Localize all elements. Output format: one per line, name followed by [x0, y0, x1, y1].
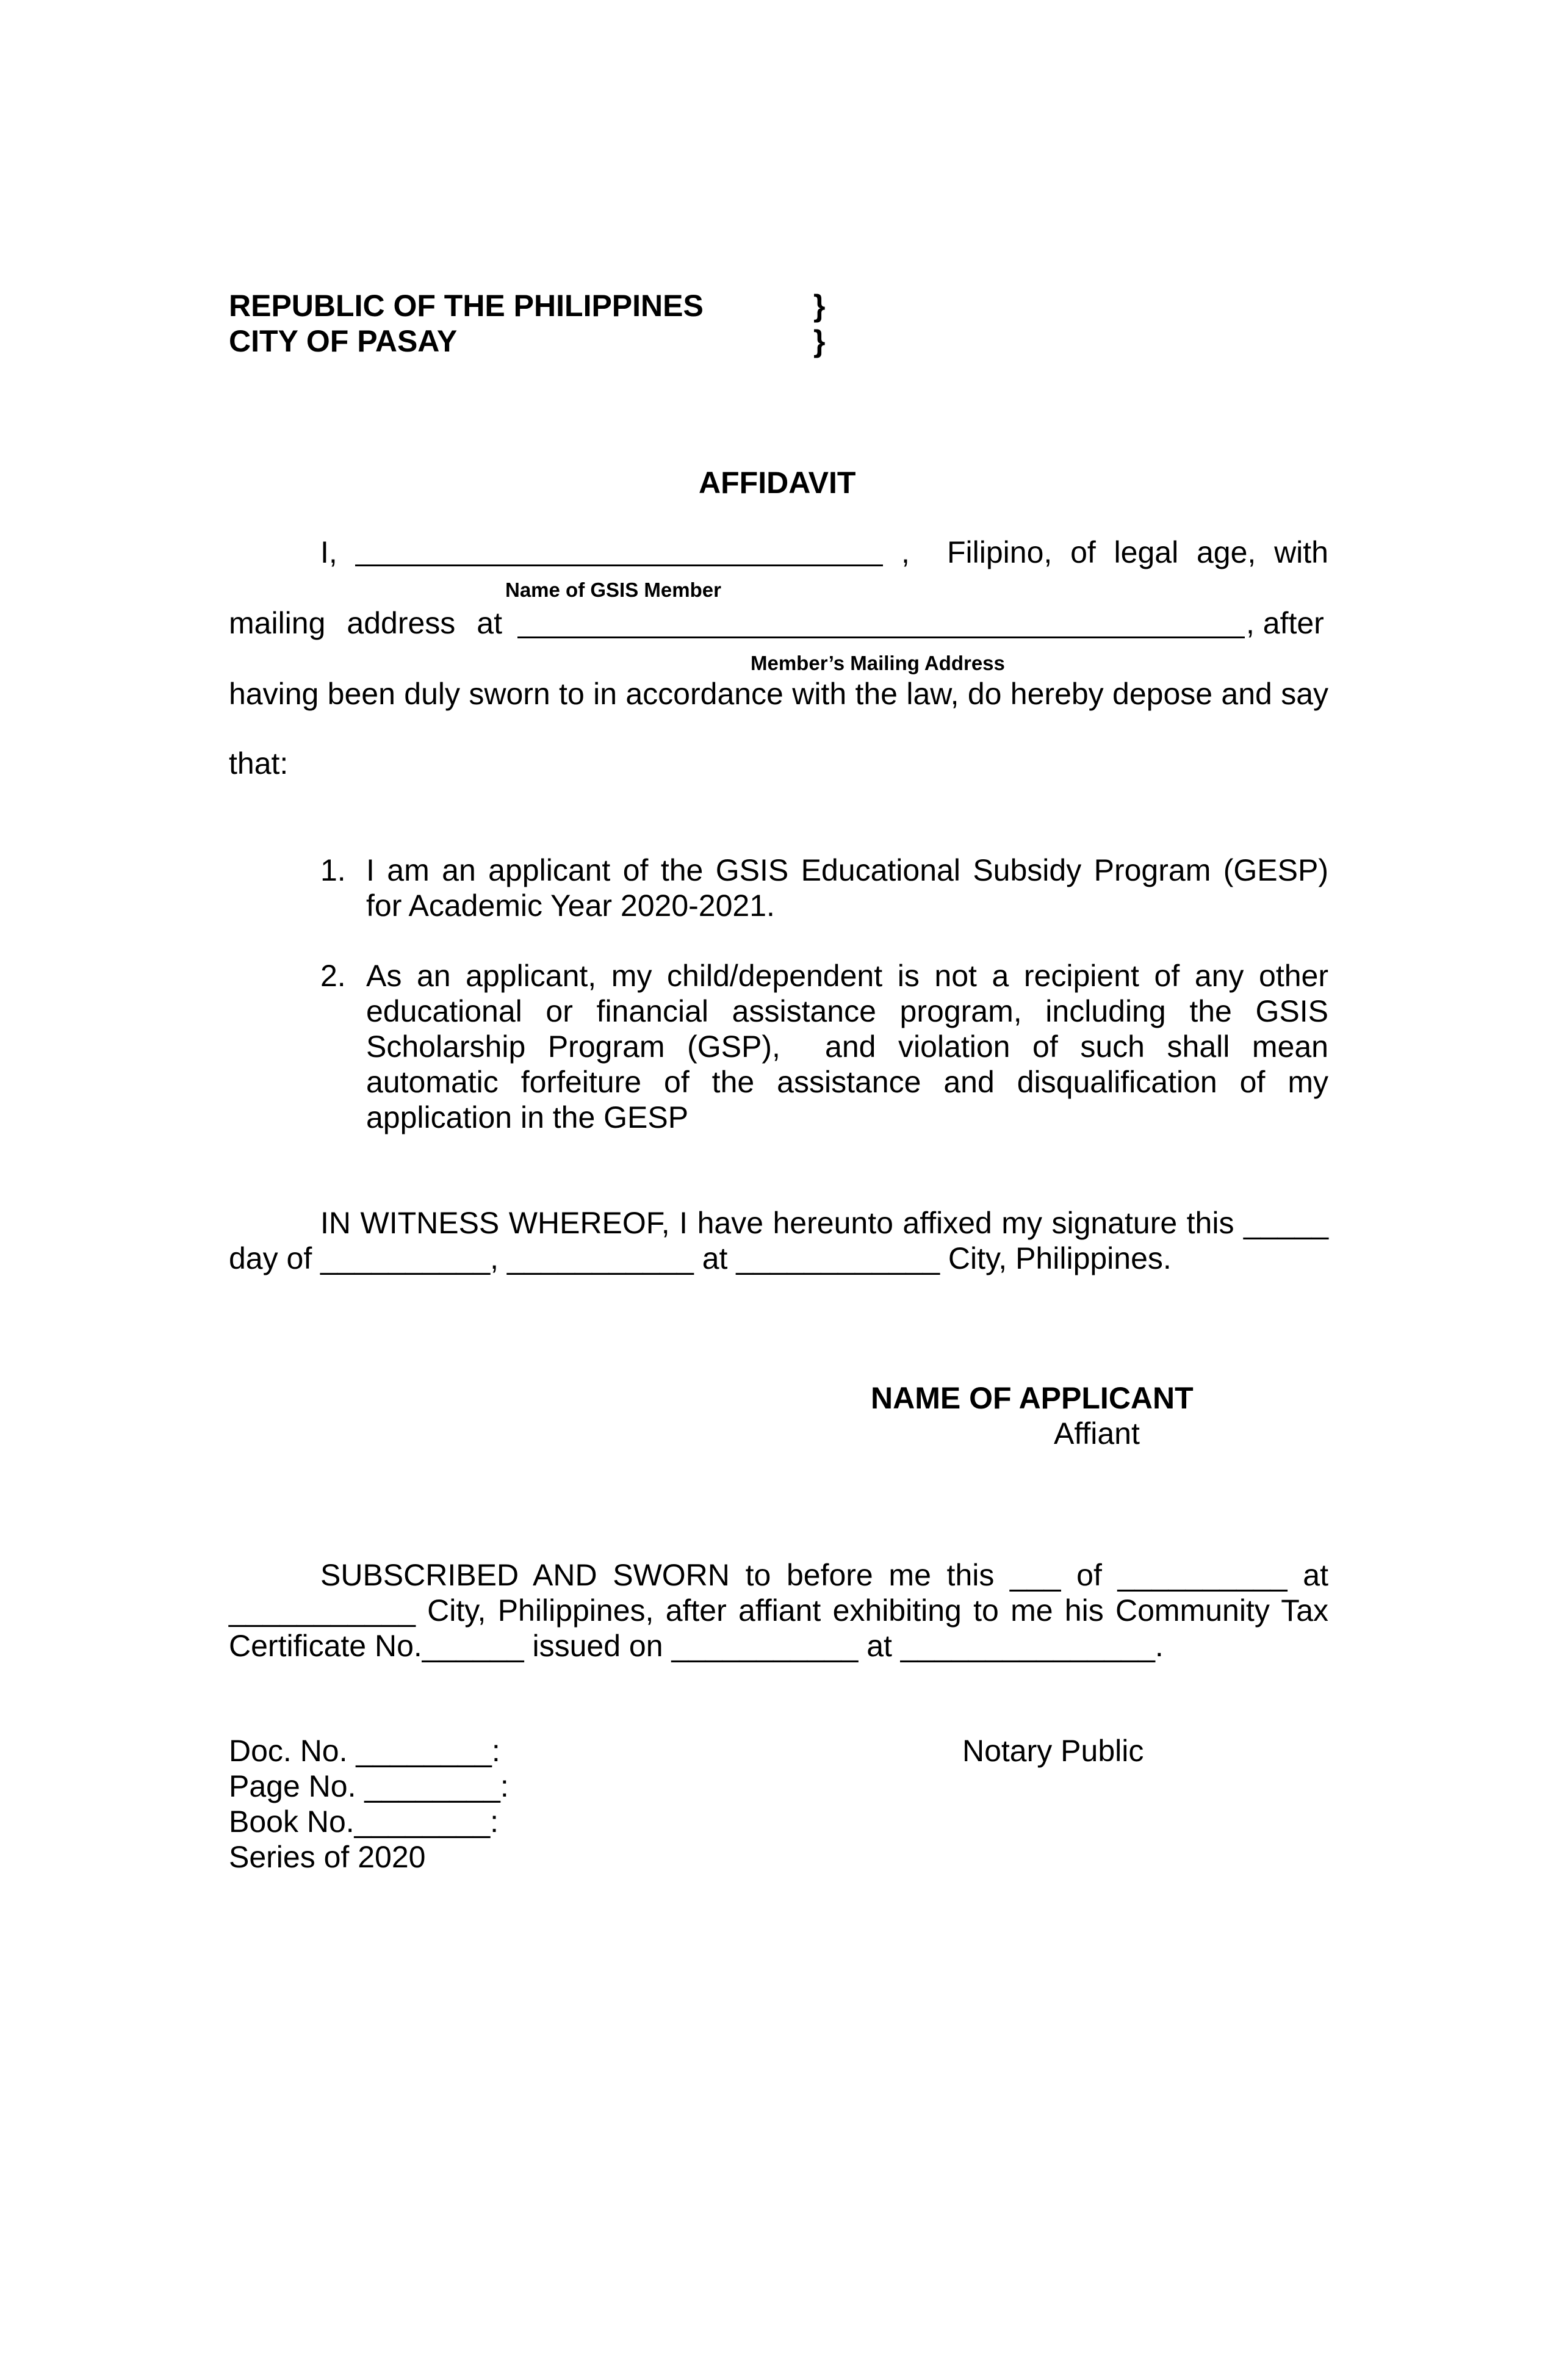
name-of-gsis-member-label: Name of GSIS Member: [505, 579, 721, 601]
brace-2: }: [813, 324, 826, 358]
intro-after: , after: [1246, 606, 1324, 640]
item-2-number: 2.: [320, 959, 346, 993]
intro-i: I,: [320, 535, 337, 569]
item-2-line-1: As an applicant, my child/dependent is not a recipient of any other: [366, 959, 1328, 993]
mailing-address-label: mailing address at: [229, 606, 502, 640]
republic-heading: REPUBLIC OF THE PHILIPPINES: [229, 289, 704, 323]
witness-line-1: IN WITNESS WHEREOF, I have hereunto affixed my signature this _____: [320, 1206, 1328, 1240]
item-2-line-5: application in the GESP: [366, 1100, 689, 1134]
item-2-line-4: automatic forfeiture of the assistance and disqualification of my: [366, 1065, 1328, 1099]
city-heading: CITY OF PASAY: [229, 324, 458, 358]
affiant-label: Affiant: [1054, 1416, 1140, 1451]
item-2-line-3: Scholarship Program (GSP), and violation of such shall mean: [366, 1030, 1328, 1064]
subscribed-line-3: Certificate No.______ issued on ___________ at _______________.: [229, 1629, 1164, 1663]
name-of-applicant: NAME OF APPLICANT: [871, 1381, 1194, 1415]
document-title: AFFIDAVIT: [699, 466, 856, 500]
item-1-line-2: for Academic Year 2020-2021.: [366, 889, 775, 923]
item-2-line-2: educational or financial assistance program, including the GSIS: [366, 994, 1328, 1028]
intro-filipino: Filipino, of legal age, with: [947, 535, 1328, 569]
witness-line-2: day of __________, ___________ at ____________ City, Philippines.: [229, 1241, 1172, 1275]
subscribed-line-2: ___________ City, Philippines, after affiant exhibiting to me his Community Tax: [229, 1593, 1328, 1628]
members-mailing-address-label: Member’s Mailing Address: [751, 652, 1005, 674]
doc-no: Doc. No. ________:: [229, 1734, 500, 1768]
series: Series of 2020: [229, 1840, 426, 1874]
item-1-line-1: I am an applicant of the GSIS Educational Subsidy Program (GESP): [366, 853, 1328, 887]
intro-comma: ,: [901, 535, 910, 569]
sworn-statement: having been duly sworn to in accordance with the law, do hereby depose and say: [229, 677, 1328, 711]
brace-1: }: [813, 289, 826, 323]
member-name-blank[interactable]: [355, 564, 883, 566]
page-no: Page No. ________:: [229, 1769, 509, 1803]
member-address-blank[interactable]: [517, 636, 1245, 638]
subscribed-line-1: SUBSCRIBED AND SWORN to before me this ___ of __________ at: [320, 1558, 1328, 1592]
book-no: Book No.________:: [229, 1805, 499, 1839]
notary-public: Notary Public: [962, 1734, 1144, 1768]
item-1-number: 1.: [320, 853, 346, 887]
that-label: that:: [229, 746, 289, 781]
